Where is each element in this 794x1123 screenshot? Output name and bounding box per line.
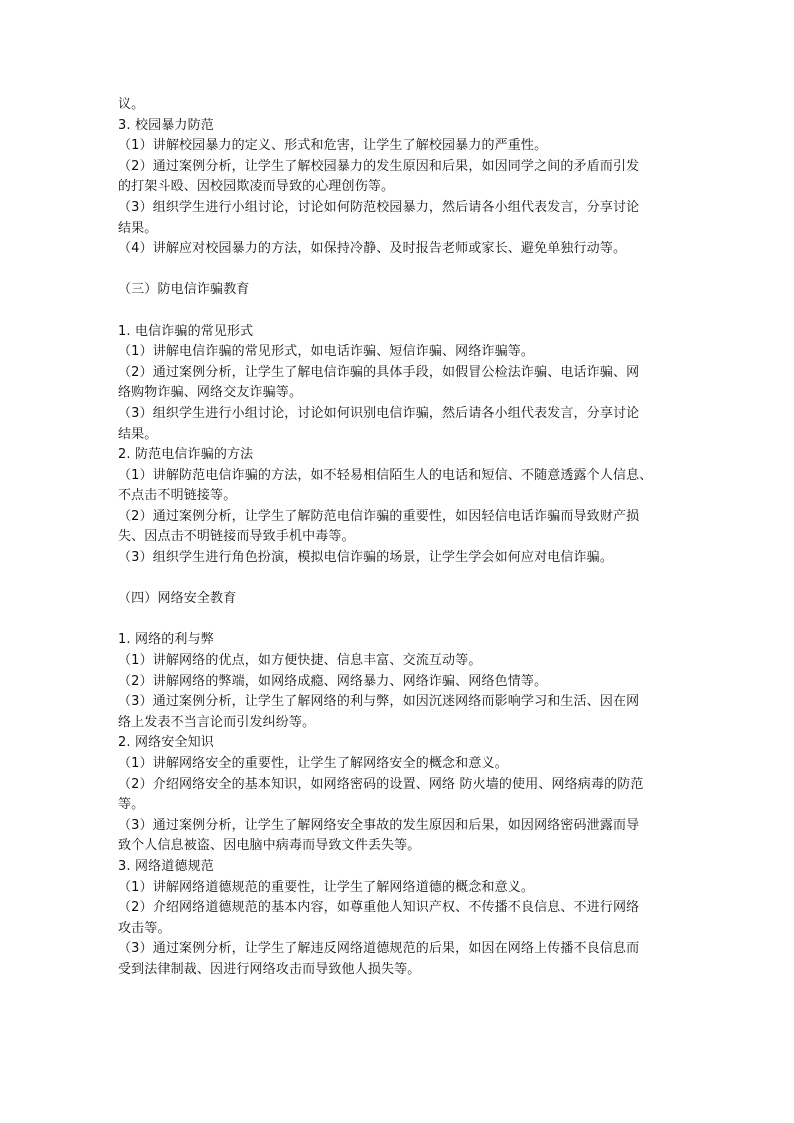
- document-line: 络购物诈骗、网络交友诈骗等。: [118, 385, 303, 401]
- document-line: （3）组织学生进行小组讨论，讨论如何识别电信诈骗，然后请各小组代表发言，分享讨论: [118, 405, 640, 421]
- document-line: （2）通过案例分析，让学生了解校园暴力的发生原因和后果，如因同学之间的矛盾而引发: [118, 158, 640, 174]
- document-line: （3）组织学生进行角色扮演，模拟电信诈骗的场景，让学生学会如何应对电信诈骗。: [118, 550, 613, 566]
- document-line: （1）讲解网络的优点，如方便快捷、信息丰富、交流互动等。: [118, 653, 482, 669]
- blank-line: [118, 610, 688, 631]
- document-line: 结果。: [118, 220, 158, 236]
- document-line: （3）通过案例分析，让学生了解网络安全事故的发生原因和后果，如因网络密码泄露而导: [118, 817, 640, 833]
- document-line: （2）讲解网络的弊端，如网络成瘾、网络暴力、网络诈骗、网络色情等。: [118, 673, 548, 689]
- document-line: 攻击等。: [118, 920, 171, 936]
- document-line: （四）网络安全教育: [118, 591, 237, 607]
- document-line: （1）讲解网络安全的重要性，让学生了解网络安全的概念和意义。: [118, 756, 508, 771]
- document-line: （3）通过案例分析，让学生了解违反网络道德规范的后果，如因在网络上传播不良信息而: [118, 941, 640, 957]
- document-line: （三）防电信诈骗教育: [118, 282, 250, 298]
- document-line: 络上发表不当言论而引发纠纷等。: [118, 714, 316, 730]
- document-line: （3）组织学生进行小组讨论，讨论如何防范校园暴力，然后请各小组代表发言，分享讨论: [118, 199, 640, 215]
- document-line: （2）通过案例分析，让学生了解电信诈骗的具体手段，如假冒公检法诈骗、电话诈骗、网: [118, 364, 640, 380]
- document-line: 等。: [118, 797, 145, 813]
- document-line: 3. 网络道德规范: [118, 858, 214, 874]
- document-page: [118, 95, 688, 981]
- document-line: （3）通过案例分析，让学生了解网络的利与弊，如因沉迷网络而影响学习和生活、因在网: [118, 694, 640, 710]
- document-line: 受到法律制裁、因进行网络攻击而导致他人损失等。: [118, 961, 421, 977]
- document-line: 的打架斗殴、因校园欺凌而导致的心理创伤等。: [118, 179, 395, 195]
- document-line: （2）介绍网络道德规范的基本内容，如尊重他人知识产权、不传播不良信息、不进行网络: [118, 900, 640, 916]
- document-line: 致个人信息被盗、因电脑中病毒而导致文件丢失等。: [118, 838, 421, 854]
- document-line: 1. 网络的利与弊: [118, 632, 214, 648]
- document-line: （4）讲解应对校园暴力的方法，如保持冷静、及时报告老师或家长、避免单独行动等。: [118, 241, 627, 257]
- document-line: 2. 防范电信诈骗的方法: [118, 447, 254, 463]
- document-line: （1）讲解校园暴力的定义、形式和危害，让学生了解校园暴力的严重性。: [118, 138, 548, 154]
- document-line: （1）讲解防范电信诈骗的方法，如不轻易相信陌生人的电话和短信、不随意透露个人信息、: [118, 467, 653, 483]
- blank-line: [118, 301, 688, 322]
- document-line: （2）介绍网络安全的基本知识，如网络密码的设置、网络 防火墙的使用、网络病毒的防范: [118, 776, 644, 792]
- document-line: 失、因点击不明链接而导致手机中毒等。: [118, 529, 355, 545]
- document-line: 结果。: [118, 426, 158, 442]
- document-line: 2. 网络安全知识: [118, 735, 214, 751]
- document-line: （1）讲解电信诈骗的常见形式，如电话诈骗、短信诈骗、网络诈骗等。: [118, 344, 535, 360]
- document-line: 议。: [118, 97, 145, 112]
- document-line: 3. 校园暴力防范: [118, 117, 214, 133]
- document-line: （1）讲解网络道德规范的重要性，让学生了解网络道德的概念和意义。: [118, 879, 535, 895]
- document-line: 1. 电信诈骗的常见形式: [118, 323, 254, 339]
- document-line: （2）通过案例分析，让学生了解防范电信诈骗的重要性，如因轻信电话诈骗而导致财产损: [118, 508, 640, 524]
- blank-line: [118, 260, 688, 281]
- blank-line: [118, 569, 688, 590]
- document-line: 不点击不明链接等。: [118, 488, 237, 504]
